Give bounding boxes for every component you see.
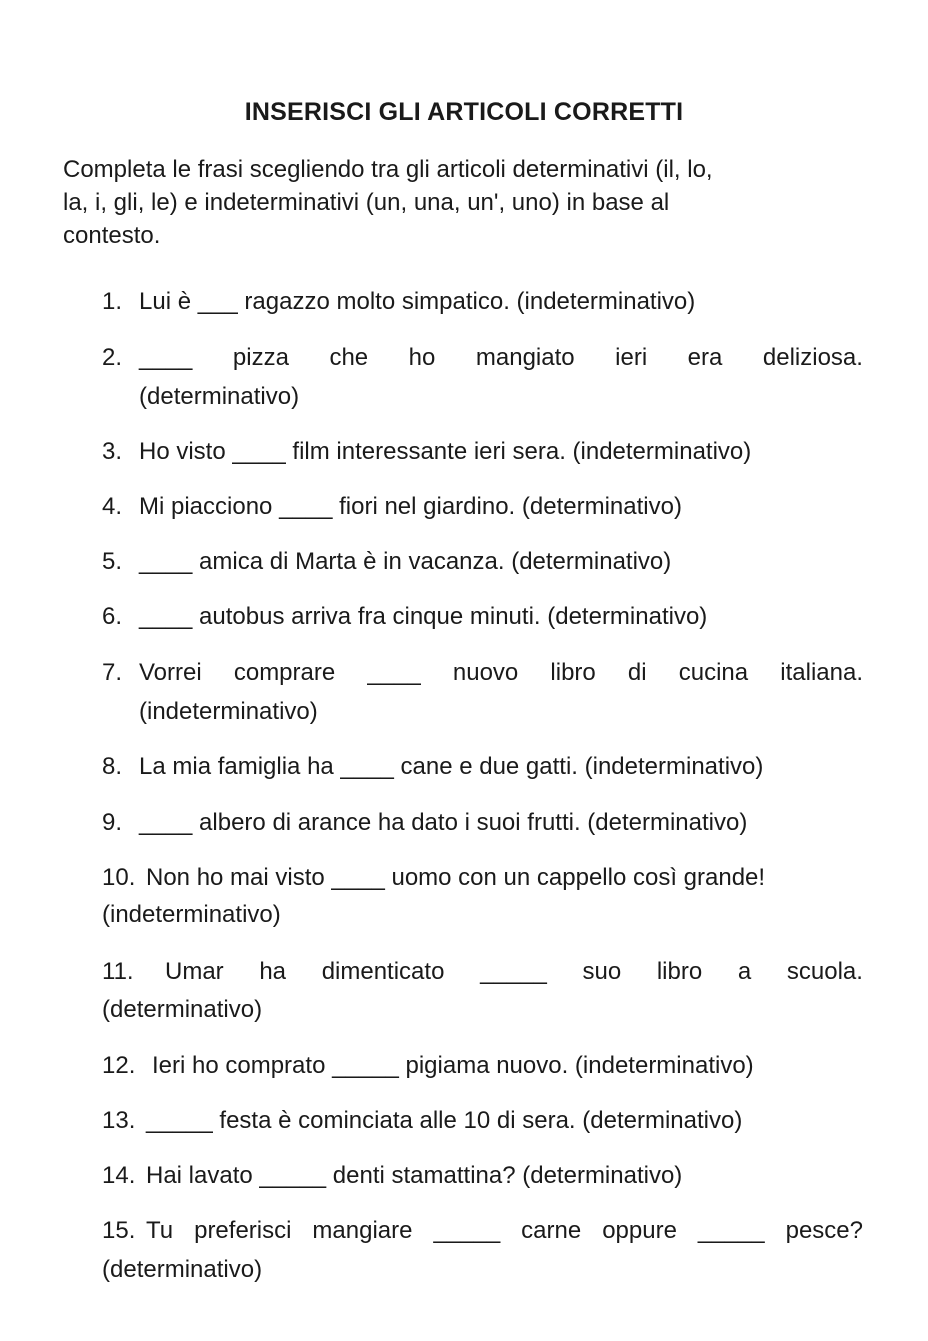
exercise-hint: (determinativo) (139, 383, 300, 410)
sentence-word: Vorrei (139, 659, 202, 686)
sentence-word: nuovo (452, 659, 519, 686)
sentence-word: pizza (232, 344, 289, 371)
exercise-number: 15. (102, 1217, 136, 1244)
sentence-word: che (329, 344, 369, 371)
exercise-number: 1. (102, 288, 123, 315)
sentence-word: dimenticato (321, 958, 445, 985)
exercise-number: 3. (102, 438, 123, 465)
answer-blank[interactable]: _____ (433, 1217, 501, 1244)
exercise-number: 13. (102, 1107, 136, 1134)
exercise-sentence: Ho visto ____ film interessante ieri sera. (indeterminativo) (139, 438, 752, 465)
exercise-hint: (determinativo) (102, 996, 263, 1023)
exercise-number: 10. (102, 864, 136, 891)
exercise-sentence: Lui è ___ ragazzo molto simpatico. (indeterminativo) (139, 288, 696, 315)
answer-blank[interactable]: ____ (367, 659, 421, 686)
sentence-word: deliziosa. (762, 344, 863, 371)
sentence-word: libro (656, 958, 703, 985)
answer-blank[interactable]: ____ (139, 344, 193, 371)
sentence-word: Tu (146, 1217, 174, 1244)
exercise-number: 11. (102, 958, 134, 985)
sentence-word: a (737, 958, 752, 985)
sentence-word: suo (582, 958, 622, 985)
exercise-sentence (146, 1217, 863, 1245)
sentence-word: Umar (165, 958, 224, 985)
instructions-line: contesto. (63, 222, 161, 249)
sentence-word: carne (521, 1217, 582, 1244)
exercise-sentence: _____ festa è cominciata alle 10 di sera. (determinativo) (146, 1107, 743, 1134)
exercise-sentence: Mi piacciono ____ fiori nel giardino. (determinativo) (139, 493, 682, 520)
answer-blank[interactable]: _____ (697, 1217, 765, 1244)
worksheet-title: INSERISCI GLI ARTICOLI CORRETTI (244, 98, 684, 126)
sentence-word: mangiare (312, 1217, 413, 1244)
instructions-line: la, i, gli, le) e indeterminativi (un, una, un', uno) in base al (63, 189, 670, 216)
instructions (63, 153, 863, 252)
exercise-number: 9. (102, 809, 123, 836)
sentence-word: ieri (615, 344, 648, 371)
sentence-word: era (687, 344, 723, 371)
sentence-word: ho (408, 344, 436, 371)
exercise-sentence (139, 659, 863, 687)
sentence-word: comprare (233, 659, 336, 686)
exercise-number: 14. (102, 1162, 136, 1189)
exercise-sentence (139, 344, 863, 372)
sentence-word: libro (550, 659, 596, 686)
sentence-word: oppure (602, 1217, 677, 1244)
exercise-sentence (165, 958, 863, 986)
exercise-number: 12. (102, 1052, 136, 1079)
instructions-line: Completa le frasi scegliendo tra gli articoli determinativi (il, lo, (63, 156, 713, 183)
exercise-hint: (determinativo) (102, 1256, 263, 1283)
exercise-hint: (indeterminativo) (102, 901, 281, 928)
exercise-hint: (indeterminativo) (139, 698, 318, 725)
sentence-word: di (627, 659, 647, 686)
sentence-word: italiana. (780, 659, 863, 686)
exercise-number: 5. (102, 548, 123, 575)
exercise-sentence: ____ albero di arance ha dato i suoi frutti. (determinativo) (139, 809, 748, 836)
exercise-number: 6. (102, 603, 123, 630)
exercise-sentence: ____ amica di Marta è in vacanza. (determinativo) (139, 548, 672, 575)
exercise-number: 2. (102, 344, 123, 371)
exercise-number: 7. (102, 659, 123, 686)
sentence-word: pesce? (785, 1217, 863, 1244)
exercise-sentence: Ieri ho comprato _____ pigiama nuovo. (indeterminativo) (152, 1052, 754, 1079)
sentence-word: cucina (678, 659, 749, 686)
exercise-number: 8. (102, 753, 123, 780)
exercise-sentence: Hai lavato _____ denti stamattina? (determinativo) (146, 1162, 683, 1189)
answer-blank[interactable]: _____ (480, 958, 547, 985)
exercise-sentence: ____ autobus arriva fra cinque minuti. (determinativo) (139, 603, 708, 630)
exercise-number: 4. (102, 493, 123, 520)
sentence-word: scuola. (786, 958, 863, 985)
sentence-word: ha (259, 958, 287, 985)
exercise-sentence: Non ho mai visto ____ uomo con un cappello così grande! (146, 864, 766, 891)
sentence-word: mangiato (475, 344, 575, 371)
exercise-sentence: La mia famiglia ha ____ cane e due gatti. (indeterminativo) (139, 753, 764, 780)
sentence-word: preferisci (194, 1217, 292, 1244)
